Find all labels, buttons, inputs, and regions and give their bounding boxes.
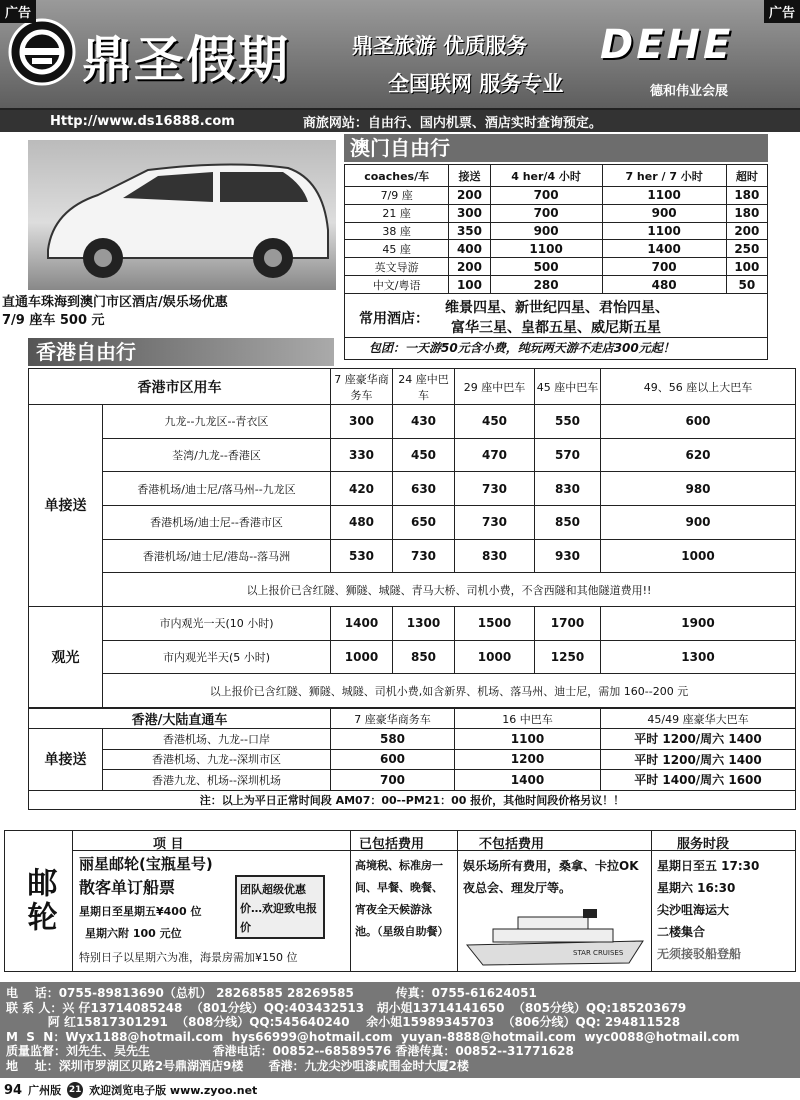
price-cell: 980 [601, 472, 796, 506]
macau-cell: 350 [449, 222, 490, 240]
table-row [29, 606, 796, 640]
cruise-time-line: 星期日至五 17:30 [657, 859, 760, 873]
cruise-name: 丽星邮轮(宝瓶星号) [79, 855, 213, 873]
macau-cell: 38 座 [345, 222, 449, 240]
price-cell: 730 [455, 472, 535, 506]
hk-city-label: 香港市区用车 [29, 369, 331, 405]
macau-cell: 280 [490, 276, 602, 294]
macau-cell: 200 [449, 187, 490, 205]
macau-cell: 250 [726, 240, 767, 258]
macau-cell: 200 [449, 258, 490, 276]
macau-baotuan: 包团：一天游50元含小费，纯玩两天游不走店300元起！ [344, 338, 768, 360]
macau-cell: 200 [726, 222, 767, 240]
price-cell: 1000 [601, 539, 796, 573]
vehicle-header: 16 中巴车 [455, 709, 601, 729]
table-row [345, 240, 768, 258]
macau-hotels-2: 富华三星、皇都五星、威尼斯五星 [451, 320, 661, 336]
price-cell: 570 [535, 438, 601, 472]
website-url[interactable]: Http://www.ds16888.com [50, 113, 235, 129]
vehicle-header: 45 座中巴车 [535, 369, 601, 405]
route-cell: 市内观光一天(10 小时) [103, 606, 331, 640]
price-cell: 330 [331, 438, 393, 472]
dehe-sub: 德和伟业会展 [650, 84, 729, 99]
price-cell: 1400 [455, 770, 601, 791]
macau-cell: 21 座 [345, 204, 449, 222]
footer-line: M S N：Wyx1188@hotmail.com hys66999@hotmail.com yuyan-8888@hotmail.com wyc0088@hotmail.com [6, 1029, 740, 1044]
price-cell: 580 [331, 729, 455, 750]
price-cell: 450 [393, 438, 455, 472]
table-row [29, 472, 796, 506]
cruise-section [4, 830, 796, 972]
price-cell: 1500 [455, 606, 535, 640]
macau-cell: 50 [726, 276, 767, 294]
macau-cell: 480 [602, 276, 726, 294]
macau-title: 澳门自由行 [344, 134, 768, 162]
brand-name: 鼎圣假期 [82, 31, 290, 89]
footer-line: 联 系 人：兴 仔13714085248 （801分线）QQ:403432513 胡小姐13714141650 （805分线）QQ:185203679 [6, 1000, 687, 1015]
macau-cell: 500 [490, 258, 602, 276]
vehicle-header: 49、56 座以上大巴车 [601, 369, 796, 405]
price-cell: 平时 1200/周六 1400 [601, 729, 796, 750]
vehicle-header: 7 座豪华商务车 [331, 369, 393, 405]
price-cell: 630 [393, 472, 455, 506]
macau-hotel-label: 常用酒店： [359, 311, 429, 327]
route-cell: 香港机场/迪士尼/落马州--九龙区 [103, 472, 331, 506]
cruise-ship-icon [463, 907, 647, 969]
vehicle-header: 29 座中巴车 [455, 369, 535, 405]
cruise-excluded: 娱乐场所有费用，桑拿、卡拉OK 夜总会、理发厅等。 [463, 859, 639, 895]
price-cell: 平时 1400/周六 1600 [601, 770, 796, 791]
cruise-h-inc: 已包括费用 [359, 837, 425, 852]
url-bar [0, 110, 800, 132]
tour-group-label: 观光 [29, 606, 103, 707]
macau-cell: 700 [490, 187, 602, 205]
slogan-1: 鼎圣旅游 优质服务 [352, 34, 528, 58]
macau-header-cell: 超时 [726, 165, 767, 187]
price-cell: 700 [331, 770, 455, 791]
transfer-group-label: 单接送 [29, 405, 103, 607]
price-cell: 600 [601, 405, 796, 439]
price-cell: 1100 [455, 729, 601, 750]
car-caption-2: 7/9 座车 500 元 [2, 313, 105, 328]
welcome-text[interactable]: 欢迎浏览电子版 www.zyoo.net [89, 1084, 258, 1097]
footer-line: 阿 红15817301291 （808分线）QQ:545640240 余小姐15989345703 （806分线）QQ: 294811528 [6, 1015, 681, 1029]
dehe-logo: DEHE [600, 22, 734, 68]
table-row [345, 222, 768, 240]
macau-cell: 1100 [490, 240, 602, 258]
table-row [29, 438, 796, 472]
cruise-h-exc: 不包括费用 [479, 837, 545, 852]
cruise-header [73, 831, 795, 851]
macau-cell: 中文/粤语 [345, 276, 449, 294]
macau-cell: 英文导游 [345, 258, 449, 276]
edition: 广州版 [28, 1084, 62, 1097]
price-cell: 530 [331, 539, 393, 573]
route-cell: 香港机场、九龙--深圳市区 [103, 749, 331, 770]
group-price-box: 团队超级优惠价…欢迎致电报价 [235, 875, 325, 939]
table-row [29, 770, 796, 791]
route-cell: 九龙--九龙区--青衣区 [103, 405, 331, 439]
table-row [345, 204, 768, 222]
vehicle-header: 24 座中巴车 [393, 369, 455, 405]
site-note: 商旅网站：自由行、国内机票、酒店实时查询预定。 [302, 115, 602, 131]
price-cell: 730 [455, 505, 535, 539]
macau-cell: 700 [490, 204, 602, 222]
price-cell: 930 [535, 539, 601, 573]
car-photo [28, 140, 336, 290]
direct-table [28, 708, 796, 810]
transfer-note: 以上报价已含红隧、狮隧、城隧、青马大桥、司机小费，不含西隧和其他隧道费用!! [103, 573, 796, 607]
price-cell: 480 [331, 505, 393, 539]
cruise-side-label: 邮轮 [5, 831, 73, 971]
ad-label-left: 广告 [0, 0, 36, 23]
price-cell: 1900 [601, 606, 796, 640]
price-cell: 1700 [535, 606, 601, 640]
macau-cell: 45 座 [345, 240, 449, 258]
footer-line: 质量监督：刘先生、吴先生 香港电话：00852--68589576 香港传真：00852--31771628 [6, 1044, 574, 1058]
price-cell: 1000 [331, 640, 393, 674]
macau-cell: 900 [602, 204, 726, 222]
direct-note: 注：以上为平日正常时间段 AM07：00--PM21：00 报价，其他时间段价格另议！！ [29, 790, 796, 809]
cruise-time-line: 尖沙咀海运大 [657, 903, 730, 917]
table-row [29, 729, 796, 750]
route-cell: 香港机场、九龙--口岸 [103, 729, 331, 750]
price-cell: 450 [455, 405, 535, 439]
route-cell: 香港机场/迪士尼--香港市区 [103, 505, 331, 539]
macau-cell: 1100 [602, 222, 726, 240]
page-footer [4, 1082, 257, 1098]
price-cell: 平时 1200/周六 1400 [601, 749, 796, 770]
price-cell: 830 [535, 472, 601, 506]
price-cell: 470 [455, 438, 535, 472]
route-cell: 香港九龙、机场--深圳机场 [103, 770, 331, 791]
price-cell: 1300 [601, 640, 796, 674]
hk-table [28, 368, 796, 708]
macau-cell: 180 [726, 204, 767, 222]
route-cell: 香港机场/迪士尼/港岛--落马洲 [103, 539, 331, 573]
macau-cell: 100 [726, 258, 767, 276]
contact-footer [0, 982, 800, 1078]
price-cell: 620 [601, 438, 796, 472]
cruise-h-item: 项 目 [153, 837, 184, 852]
price-cell: 1000 [455, 640, 535, 674]
cruise-price-3: 特别日子以星期六为准，海景房需加¥150 位 [79, 951, 298, 964]
direct-label: 香港/大陆直通车 [29, 709, 331, 729]
macau-table [344, 164, 768, 294]
cruise-price-1: 星期日至星期五¥400 位 [79, 905, 202, 918]
cruise-time-line: 无须接驳船登船 [657, 947, 742, 961]
cruise-ticket: 散客单订船票 [79, 878, 176, 897]
table-row [29, 640, 796, 674]
price-cell: 420 [331, 472, 393, 506]
macau-header-cell: 接送 [449, 165, 490, 187]
macau-cell: 1400 [602, 240, 726, 258]
macau-cell: 1100 [602, 187, 726, 205]
cruise-time-line: 二楼集合 [657, 925, 706, 939]
table-row [345, 258, 768, 276]
table-row [345, 187, 768, 205]
slogan-2: 全国联网 服务专业 [388, 72, 564, 96]
macau-header-cell: coaches/车 [345, 165, 449, 187]
table-row [345, 276, 768, 294]
vehicle-header: 45/49 座豪华大巴车 [601, 709, 796, 729]
table-row [29, 749, 796, 770]
van-icon [28, 140, 336, 290]
macau-cell: 180 [726, 187, 767, 205]
macau-header-cell: 7 her / 7 小时 [602, 165, 726, 187]
macau-cell: 400 [449, 240, 490, 258]
cruise-times [657, 855, 759, 965]
price-cell: 550 [535, 405, 601, 439]
price-cell: 1400 [331, 606, 393, 640]
price-cell: 1300 [393, 606, 455, 640]
price-cell: 830 [455, 539, 535, 573]
table-row [29, 405, 796, 439]
page-number: 94 [4, 1082, 23, 1098]
footer-line: 地 址：深圳市罗湖区贝路2号鼎湖酒店9楼 香港：九龙尖沙咀漆咸围金时大厦2楼 [6, 1058, 469, 1073]
table-row [29, 505, 796, 539]
price-cell: 730 [393, 539, 455, 573]
cruise-h-time: 服务时段 [677, 837, 730, 852]
price-cell: 1200 [455, 749, 601, 770]
price-cell: 430 [393, 405, 455, 439]
ship-name-text: STAR CRUISES [573, 949, 624, 957]
cruise-time-line: 星期六 16:30 [657, 881, 736, 895]
macau-cell: 100 [449, 276, 490, 294]
price-cell: 300 [331, 405, 393, 439]
cruise-price-2: 星期六附 100 元位 [85, 927, 182, 940]
car-caption-1: 直通车珠海到澳门市区酒店/娱乐场优惠 [2, 295, 228, 310]
price-cell: 850 [535, 505, 601, 539]
hk-title: 香港自由行 [28, 338, 334, 366]
price-cell: 850 [393, 640, 455, 674]
macau-cell: 900 [490, 222, 602, 240]
tour-note: 以上报价已含红隧、狮隧、城隧、司机小费,如含新界、机场、落马州、迪士尼，需加 160--200 元 [103, 674, 796, 708]
ad-label-right: 广告 [764, 0, 800, 23]
table-row [29, 539, 796, 573]
macau-cell: 700 [602, 258, 726, 276]
macau-header-cell: 4 her/4 小时 [490, 165, 602, 187]
direct-group-label: 单接送 [29, 729, 103, 791]
macau-hotels [344, 294, 768, 338]
footer-line: 电 话：0755-89813690（总机） 28268585 28269585 传真：0755-61624051 [6, 986, 537, 1000]
price-cell: 600 [331, 749, 455, 770]
route-cell: 市内观光半天(5 小时) [103, 640, 331, 674]
price-cell: 900 [601, 505, 796, 539]
cruise-included: 高境税、标准房一间、早餐、晚餐、宵夜全天候游泳池。（星级自助餐） [355, 859, 449, 938]
route-cell: 荃湾/九龙--香港区 [103, 438, 331, 472]
header-banner [0, 0, 800, 110]
badge-21-icon: 21 [67, 1082, 83, 1098]
macau-cell: 300 [449, 204, 490, 222]
macau-cell: 7/9 座 [345, 187, 449, 205]
price-cell: 650 [393, 505, 455, 539]
brand-logo-icon [8, 18, 76, 86]
vehicle-header: 7 座豪华商务车 [331, 709, 455, 729]
macau-hotels-1: 维景四星、新世纪四星、君怡四星、 [445, 300, 669, 316]
price-cell: 1250 [535, 640, 601, 674]
